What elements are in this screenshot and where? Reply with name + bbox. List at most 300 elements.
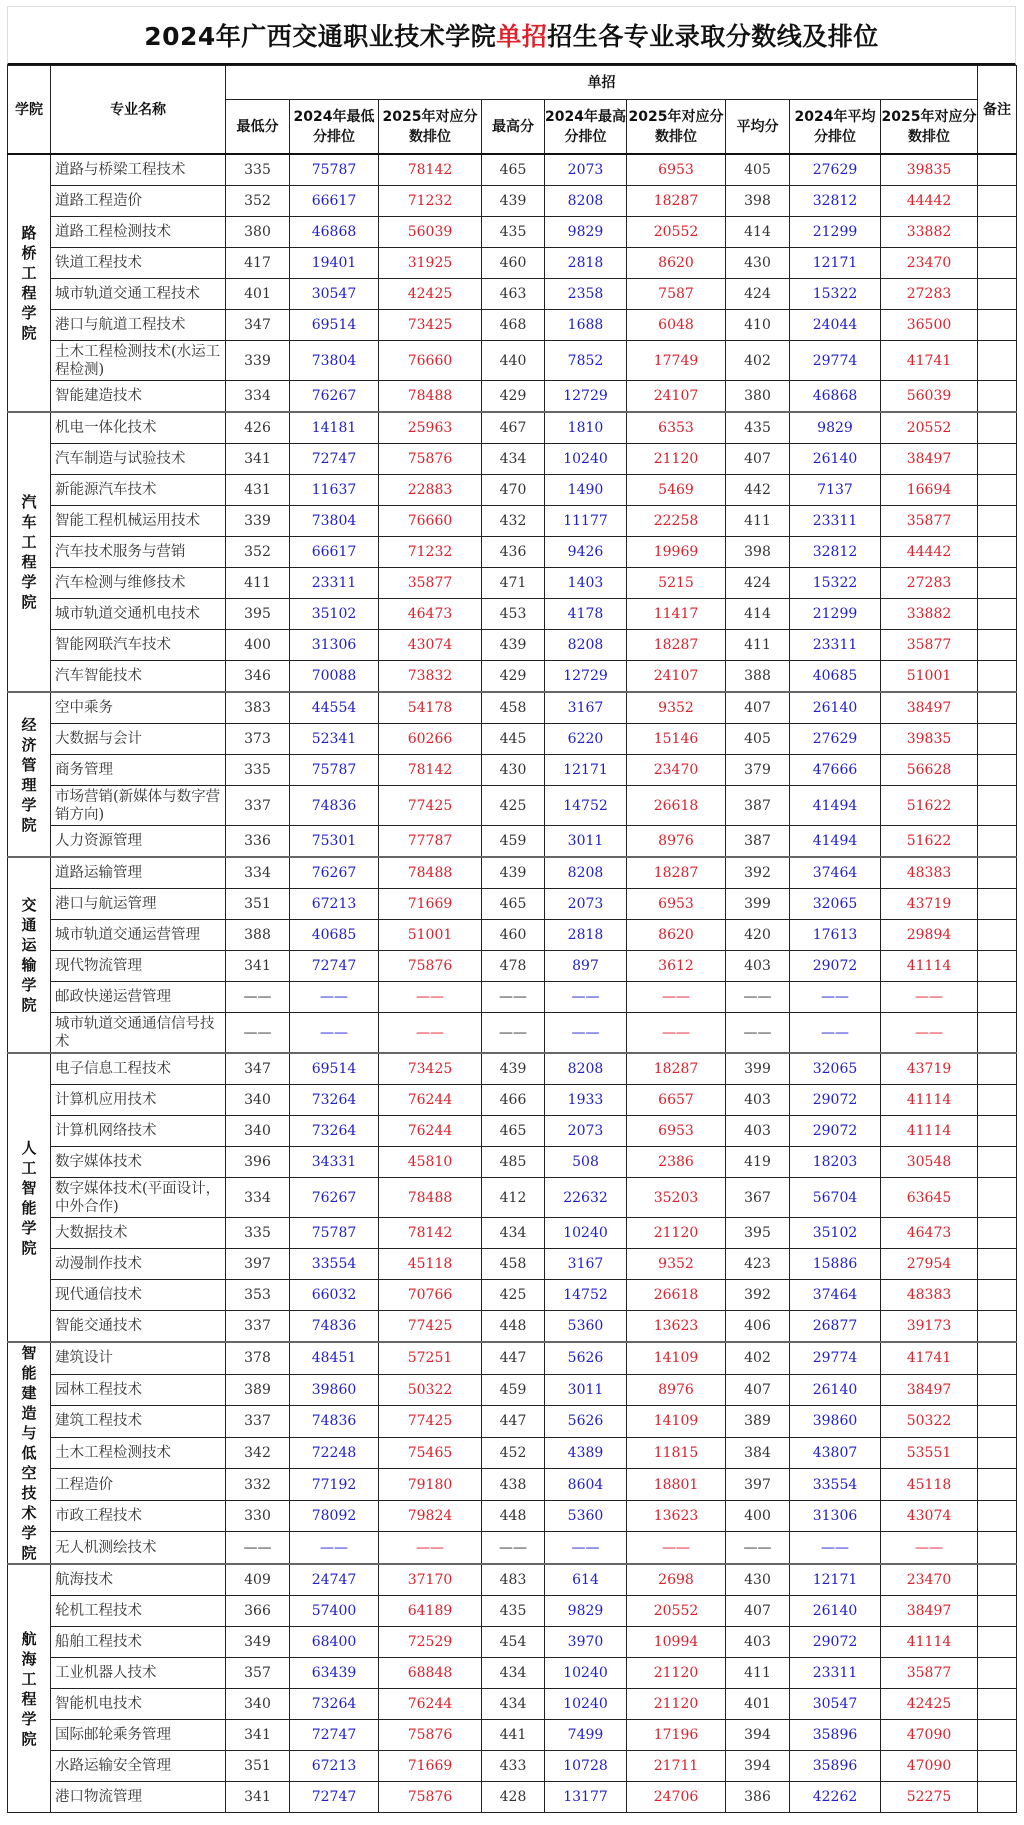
avg-score-cell: 411 (726, 1658, 790, 1689)
note-cell (978, 1500, 1017, 1532)
header-max-rank-2024: 2024年最高分排位 (545, 100, 627, 155)
avg-score-cell: 399 (726, 889, 790, 920)
min-rank-2024-cell: 78092 (290, 1500, 379, 1532)
avg-rank-2025-cell: 41114 (881, 1085, 978, 1116)
min-rank-2024-cell: 40685 (290, 920, 379, 951)
min-rank-2024-cell: 74836 (290, 786, 379, 826)
college-name: 智能建造与低空技术学院 (21, 1344, 37, 1562)
min-score-cell: 336 (226, 826, 290, 858)
max-rank-2025-cell: 10994 (627, 1627, 726, 1658)
title-prefix: 2024年广西交通职业技术学院 (144, 22, 497, 51)
min-rank-2024-cell: 66032 (290, 1280, 379, 1311)
score-table (7, 65, 1017, 1813)
min-rank-2025-cell: 73425 (379, 310, 482, 341)
min-rank-2025-cell: 78488 (379, 857, 482, 889)
avg-rank-2025-cell: 33882 (881, 599, 978, 630)
min-rank-2024-cell: —— (290, 1532, 379, 1564)
note-cell (978, 1469, 1017, 1501)
max-score-cell: 448 (482, 1500, 545, 1532)
max-rank-2024-cell: 614 (545, 1564, 627, 1596)
avg-score-cell: 389 (726, 1406, 790, 1438)
table-row (8, 951, 1017, 982)
avg-score-cell: 430 (726, 248, 790, 279)
max-score-cell: 485 (482, 1147, 545, 1178)
avg-rank-2025-cell: 16694 (881, 475, 978, 506)
college-cell (8, 1564, 51, 1813)
min-rank-2024-cell: 76267 (290, 1178, 379, 1218)
max-rank-2025-cell: 11417 (627, 599, 726, 630)
avg-rank-2025-cell: 41741 (881, 341, 978, 381)
major-name: 空中乘务 (51, 692, 226, 724)
avg-rank-2024-cell: 39860 (790, 1406, 881, 1438)
header-min-score: 最低分 (226, 100, 290, 155)
note-cell (978, 951, 1017, 982)
min-rank-2025-cell: —— (379, 1013, 482, 1054)
note-cell (978, 920, 1017, 951)
min-rank-2024-cell: 75787 (290, 755, 379, 786)
min-score-cell: —— (226, 1532, 290, 1564)
avg-rank-2024-cell: 29072 (790, 1085, 881, 1116)
min-rank-2024-cell: 77192 (290, 1469, 379, 1501)
major-name: 智能交通技术 (51, 1311, 226, 1343)
avg-score-cell: —— (726, 982, 790, 1013)
avg-score-cell: —— (726, 1532, 790, 1564)
avg-rank-2024-cell: 33554 (790, 1469, 881, 1501)
min-score-cell: 351 (226, 1751, 290, 1782)
min-rank-2025-cell: 54178 (379, 692, 482, 724)
max-rank-2025-cell: 18287 (627, 630, 726, 661)
max-rank-2025-cell: 18287 (627, 1053, 726, 1085)
max-score-cell: 434 (482, 1689, 545, 1720)
note-cell (978, 1658, 1017, 1689)
note-cell (978, 186, 1017, 217)
avg-rank-2024-cell: 12171 (790, 248, 881, 279)
min-rank-2024-cell: 30547 (290, 279, 379, 310)
min-score-cell: 337 (226, 786, 290, 826)
avg-score-cell: 395 (726, 1218, 790, 1249)
min-rank-2025-cell: 76244 (379, 1689, 482, 1720)
max-rank-2025-cell: 6953 (627, 889, 726, 920)
avg-score-cell: 394 (726, 1751, 790, 1782)
max-rank-2025-cell: 2386 (627, 1147, 726, 1178)
avg-rank-2025-cell: 38497 (881, 692, 978, 724)
major-name: 智能工程机械运用技术 (51, 506, 226, 537)
avg-rank-2024-cell: 35102 (790, 1218, 881, 1249)
min-score-cell: 347 (226, 1053, 290, 1085)
table-row (8, 444, 1017, 475)
avg-score-cell: 388 (726, 661, 790, 693)
avg-score-cell: 387 (726, 826, 790, 858)
major-name: 道路与桥梁工程技术 (51, 154, 226, 186)
max-score-cell: 429 (482, 381, 545, 413)
table-row (8, 661, 1017, 693)
table-row (8, 1053, 1017, 1085)
max-rank-2025-cell: —— (627, 1532, 726, 1564)
avg-rank-2024-cell: 21299 (790, 599, 881, 630)
avg-rank-2025-cell: 29894 (881, 920, 978, 951)
max-score-cell: 458 (482, 692, 545, 724)
avg-rank-2025-cell: 23470 (881, 248, 978, 279)
header-max-rank-2025: 2025年对应分数排位 (627, 100, 726, 155)
min-score-cell: 353 (226, 1280, 290, 1311)
avg-rank-2025-cell: 51622 (881, 786, 978, 826)
table-row (8, 889, 1017, 920)
max-score-cell: 435 (482, 217, 545, 248)
table-row (8, 1218, 1017, 1249)
avg-rank-2025-cell: 52275 (881, 1782, 978, 1813)
max-rank-2024-cell: 9426 (545, 537, 627, 568)
table-row (8, 724, 1017, 755)
major-name: 动漫制作技术 (51, 1249, 226, 1280)
avg-score-cell: 411 (726, 630, 790, 661)
min-rank-2025-cell: 73832 (379, 661, 482, 693)
note-cell (978, 279, 1017, 310)
table-row (8, 982, 1017, 1013)
max-rank-2024-cell: 1490 (545, 475, 627, 506)
max-rank-2025-cell: 24706 (627, 1782, 726, 1813)
max-rank-2025-cell: 23470 (627, 755, 726, 786)
min-rank-2025-cell: 72529 (379, 1627, 482, 1658)
min-rank-2025-cell: 56039 (379, 217, 482, 248)
max-score-cell: 432 (482, 506, 545, 537)
table-row (8, 1689, 1017, 1720)
header-min-rank-2024: 2024年最低分排位 (290, 100, 379, 155)
major-name: 船舶工程技术 (51, 1627, 226, 1658)
score-sheet (7, 6, 1016, 1813)
table-row (8, 1342, 1017, 1374)
avg-score-cell: 435 (726, 412, 790, 444)
max-rank-2025-cell: 26618 (627, 1280, 726, 1311)
max-rank-2025-cell: 18287 (627, 857, 726, 889)
avg-rank-2024-cell: 37464 (790, 1280, 881, 1311)
major-name: 城市轨道交通运营管理 (51, 920, 226, 951)
max-rank-2024-cell: 508 (545, 1147, 627, 1178)
major-name: 汽车智能技术 (51, 661, 226, 693)
max-score-cell: 470 (482, 475, 545, 506)
max-score-cell: 439 (482, 1053, 545, 1085)
max-rank-2025-cell: 7587 (627, 279, 726, 310)
avg-rank-2025-cell: 46473 (881, 1218, 978, 1249)
avg-score-cell: 384 (726, 1437, 790, 1469)
min-score-cell: 351 (226, 889, 290, 920)
page-title (7, 6, 1016, 65)
table-row (8, 1085, 1017, 1116)
note-cell (978, 1342, 1017, 1374)
max-score-cell: —— (482, 1532, 545, 1564)
min-rank-2024-cell: 34331 (290, 1147, 379, 1178)
min-rank-2024-cell: 72747 (290, 444, 379, 475)
min-rank-2024-cell: 73264 (290, 1689, 379, 1720)
note-cell (978, 341, 1017, 381)
major-name: 电子信息工程技术 (51, 1053, 226, 1085)
min-score-cell: 341 (226, 444, 290, 475)
min-score-cell: 334 (226, 857, 290, 889)
major-name: 汽车制造与试验技术 (51, 444, 226, 475)
avg-score-cell: 442 (726, 475, 790, 506)
avg-rank-2024-cell: 12171 (790, 1564, 881, 1596)
avg-rank-2025-cell: 48383 (881, 857, 978, 889)
min-score-cell: 347 (226, 310, 290, 341)
note-cell (978, 982, 1017, 1013)
major-name: 港口与航运管理 (51, 889, 226, 920)
min-rank-2025-cell: 79180 (379, 1469, 482, 1501)
max-rank-2025-cell: 8976 (627, 1374, 726, 1406)
major-name: 商务管理 (51, 755, 226, 786)
max-rank-2025-cell: 6953 (627, 154, 726, 186)
note-cell (978, 1437, 1017, 1469)
min-rank-2025-cell: 46473 (379, 599, 482, 630)
min-score-cell: 341 (226, 1720, 290, 1751)
min-rank-2025-cell: 50322 (379, 1374, 482, 1406)
min-rank-2025-cell: 37170 (379, 1564, 482, 1596)
max-rank-2024-cell: 8208 (545, 186, 627, 217)
max-score-cell: 467 (482, 412, 545, 444)
major-name: 建筑工程技术 (51, 1406, 226, 1438)
avg-rank-2024-cell: —— (790, 1013, 881, 1054)
min-rank-2024-cell: 24747 (290, 1564, 379, 1596)
title-highlight: 单招 (496, 22, 548, 51)
major-name: 邮政快递运营管理 (51, 982, 226, 1013)
min-rank-2024-cell: 69514 (290, 310, 379, 341)
note-cell (978, 1564, 1017, 1596)
avg-rank-2024-cell: 35896 (790, 1720, 881, 1751)
max-rank-2025-cell: 9352 (627, 1249, 726, 1280)
avg-rank-2024-cell: 24044 (790, 310, 881, 341)
college-name: 路桥工程学院 (21, 224, 37, 342)
avg-score-cell: 407 (726, 1374, 790, 1406)
max-rank-2025-cell: 21711 (627, 1751, 726, 1782)
major-name: 智能机电技术 (51, 1689, 226, 1720)
max-score-cell: 412 (482, 1178, 545, 1218)
college-cell (8, 412, 51, 692)
table-row (8, 154, 1017, 186)
max-score-cell: 465 (482, 1116, 545, 1147)
avg-score-cell: 397 (726, 1469, 790, 1501)
min-rank-2025-cell: 57251 (379, 1342, 482, 1374)
note-cell (978, 1280, 1017, 1311)
min-score-cell: 335 (226, 755, 290, 786)
min-rank-2025-cell: 78142 (379, 1218, 482, 1249)
header-note: 备注 (978, 66, 1017, 155)
avg-rank-2025-cell: 41114 (881, 951, 978, 982)
min-score-cell: 340 (226, 1689, 290, 1720)
avg-rank-2024-cell: 32812 (790, 186, 881, 217)
max-rank-2025-cell: 20552 (627, 1596, 726, 1627)
table-row (8, 217, 1017, 248)
header-avg-rank-2025: 2025年对应分数排位 (881, 100, 978, 155)
max-rank-2025-cell: 6048 (627, 310, 726, 341)
min-score-cell: 334 (226, 381, 290, 413)
major-name: 大数据与会计 (51, 724, 226, 755)
header-college: 学院 (8, 66, 51, 155)
max-rank-2025-cell: 11815 (627, 1437, 726, 1469)
table-row (8, 1406, 1017, 1438)
min-score-cell: 352 (226, 186, 290, 217)
avg-rank-2024-cell: 29072 (790, 1116, 881, 1147)
major-name: 水路运输安全管理 (51, 1751, 226, 1782)
avg-score-cell: 367 (726, 1178, 790, 1218)
min-score-cell: 357 (226, 1658, 290, 1689)
avg-score-cell: 401 (726, 1689, 790, 1720)
table-row (8, 1437, 1017, 1469)
max-score-cell: 465 (482, 154, 545, 186)
max-score-cell: 452 (482, 1437, 545, 1469)
max-rank-2025-cell: —— (627, 982, 726, 1013)
min-score-cell: 341 (226, 951, 290, 982)
avg-score-cell: 405 (726, 724, 790, 755)
min-rank-2024-cell: 67213 (290, 1751, 379, 1782)
max-score-cell: 471 (482, 568, 545, 599)
avg-rank-2025-cell: 35877 (881, 506, 978, 537)
college-cell (8, 1053, 51, 1342)
note-cell (978, 1178, 1017, 1218)
max-score-cell: 438 (482, 1469, 545, 1501)
min-score-cell: 340 (226, 1085, 290, 1116)
min-rank-2024-cell: 75301 (290, 826, 379, 858)
max-score-cell: 430 (482, 755, 545, 786)
min-rank-2025-cell: 75876 (379, 444, 482, 475)
avg-score-cell: 402 (726, 341, 790, 381)
min-score-cell: 335 (226, 1218, 290, 1249)
avg-score-cell: 405 (726, 154, 790, 186)
max-score-cell: 454 (482, 1627, 545, 1658)
min-rank-2024-cell: 33554 (290, 1249, 379, 1280)
min-score-cell: 332 (226, 1469, 290, 1501)
table-row (8, 186, 1017, 217)
avg-rank-2025-cell: 42425 (881, 1689, 978, 1720)
table-row (8, 1178, 1017, 1218)
max-rank-2025-cell: 24107 (627, 381, 726, 413)
table-row (8, 599, 1017, 630)
min-score-cell: 400 (226, 630, 290, 661)
avg-rank-2025-cell: —— (881, 1013, 978, 1054)
avg-rank-2024-cell: —— (790, 982, 881, 1013)
max-rank-2024-cell: 4389 (545, 1437, 627, 1469)
min-rank-2025-cell: 43074 (379, 630, 482, 661)
avg-rank-2025-cell: 50322 (881, 1406, 978, 1438)
min-score-cell: 340 (226, 1116, 290, 1147)
max-rank-2024-cell: 5360 (545, 1500, 627, 1532)
table-row (8, 786, 1017, 826)
table-header (8, 66, 1017, 155)
note-cell (978, 661, 1017, 693)
min-rank-2025-cell: 76244 (379, 1116, 482, 1147)
max-score-cell: 458 (482, 1249, 545, 1280)
max-rank-2025-cell: 24107 (627, 661, 726, 693)
avg-rank-2024-cell: 29774 (790, 1342, 881, 1374)
major-name: 大数据技术 (51, 1218, 226, 1249)
college-cell (8, 857, 51, 1053)
table-row (8, 1147, 1017, 1178)
max-score-cell: 460 (482, 920, 545, 951)
avg-score-cell: 414 (726, 217, 790, 248)
max-score-cell: 439 (482, 630, 545, 661)
avg-rank-2024-cell: 23311 (790, 630, 881, 661)
avg-score-cell: 392 (726, 857, 790, 889)
max-rank-2024-cell: 2358 (545, 279, 627, 310)
avg-rank-2025-cell: 41114 (881, 1627, 978, 1658)
min-score-cell: 431 (226, 475, 290, 506)
avg-rank-2025-cell: 20552 (881, 412, 978, 444)
table-row (8, 1500, 1017, 1532)
max-score-cell: 478 (482, 951, 545, 982)
max-rank-2024-cell: —— (545, 1532, 627, 1564)
avg-rank-2025-cell: 53551 (881, 1437, 978, 1469)
min-rank-2024-cell: 44554 (290, 692, 379, 724)
min-score-cell: 337 (226, 1406, 290, 1438)
max-rank-2024-cell: 2073 (545, 1116, 627, 1147)
table-row (8, 1532, 1017, 1564)
min-rank-2024-cell: 67213 (290, 889, 379, 920)
note-cell (978, 755, 1017, 786)
table-row (8, 1782, 1017, 1813)
avg-rank-2024-cell: 23311 (790, 1658, 881, 1689)
max-rank-2025-cell: 13623 (627, 1500, 726, 1532)
major-name: 道路运输管理 (51, 857, 226, 889)
max-rank-2024-cell: 3011 (545, 1374, 627, 1406)
note-cell (978, 1147, 1017, 1178)
avg-score-cell: 403 (726, 1627, 790, 1658)
avg-rank-2025-cell: 41741 (881, 1342, 978, 1374)
max-rank-2025-cell: 3612 (627, 951, 726, 982)
max-rank-2025-cell: 18287 (627, 186, 726, 217)
note-cell (978, 889, 1017, 920)
max-rank-2024-cell: 897 (545, 951, 627, 982)
min-score-cell: 396 (226, 1147, 290, 1178)
min-rank-2024-cell: 73264 (290, 1085, 379, 1116)
avg-rank-2024-cell: 29774 (790, 341, 881, 381)
max-score-cell: 435 (482, 1596, 545, 1627)
min-rank-2024-cell: 66617 (290, 186, 379, 217)
major-name: 城市轨道交通通信信号技术 (51, 1013, 226, 1054)
min-rank-2025-cell: 75876 (379, 951, 482, 982)
avg-rank-2025-cell: 23470 (881, 1564, 978, 1596)
major-name: 无人机测绘技术 (51, 1532, 226, 1564)
major-name: 汽车技术服务与营销 (51, 537, 226, 568)
major-name: 智能建造技术 (51, 381, 226, 413)
max-rank-2025-cell: 5215 (627, 568, 726, 599)
avg-rank-2025-cell: 38497 (881, 1374, 978, 1406)
max-rank-2024-cell: 3970 (545, 1627, 627, 1658)
major-name: 港口与航道工程技术 (51, 310, 226, 341)
table-row (8, 506, 1017, 537)
note-cell (978, 1013, 1017, 1054)
table-row (8, 1720, 1017, 1751)
avg-rank-2025-cell: 47090 (881, 1720, 978, 1751)
min-score-cell: 352 (226, 537, 290, 568)
min-score-cell: 389 (226, 1374, 290, 1406)
avg-score-cell: 403 (726, 951, 790, 982)
max-rank-2024-cell: 10240 (545, 1689, 627, 1720)
max-score-cell: 447 (482, 1342, 545, 1374)
max-rank-2025-cell: 17749 (627, 341, 726, 381)
min-rank-2025-cell: 60266 (379, 724, 482, 755)
min-rank-2024-cell: 46868 (290, 217, 379, 248)
max-score-cell: 439 (482, 186, 545, 217)
min-rank-2024-cell: 74836 (290, 1406, 379, 1438)
max-rank-2024-cell: 1688 (545, 310, 627, 341)
avg-rank-2025-cell: 27954 (881, 1249, 978, 1280)
avg-rank-2024-cell: 26140 (790, 1374, 881, 1406)
note-cell (978, 381, 1017, 413)
max-rank-2025-cell: 14109 (627, 1406, 726, 1438)
max-rank-2024-cell: 10728 (545, 1751, 627, 1782)
min-rank-2024-cell: 66617 (290, 537, 379, 568)
min-rank-2025-cell: 71232 (379, 537, 482, 568)
min-score-cell: 395 (226, 599, 290, 630)
min-score-cell: 426 (226, 412, 290, 444)
min-rank-2025-cell: 78142 (379, 154, 482, 186)
